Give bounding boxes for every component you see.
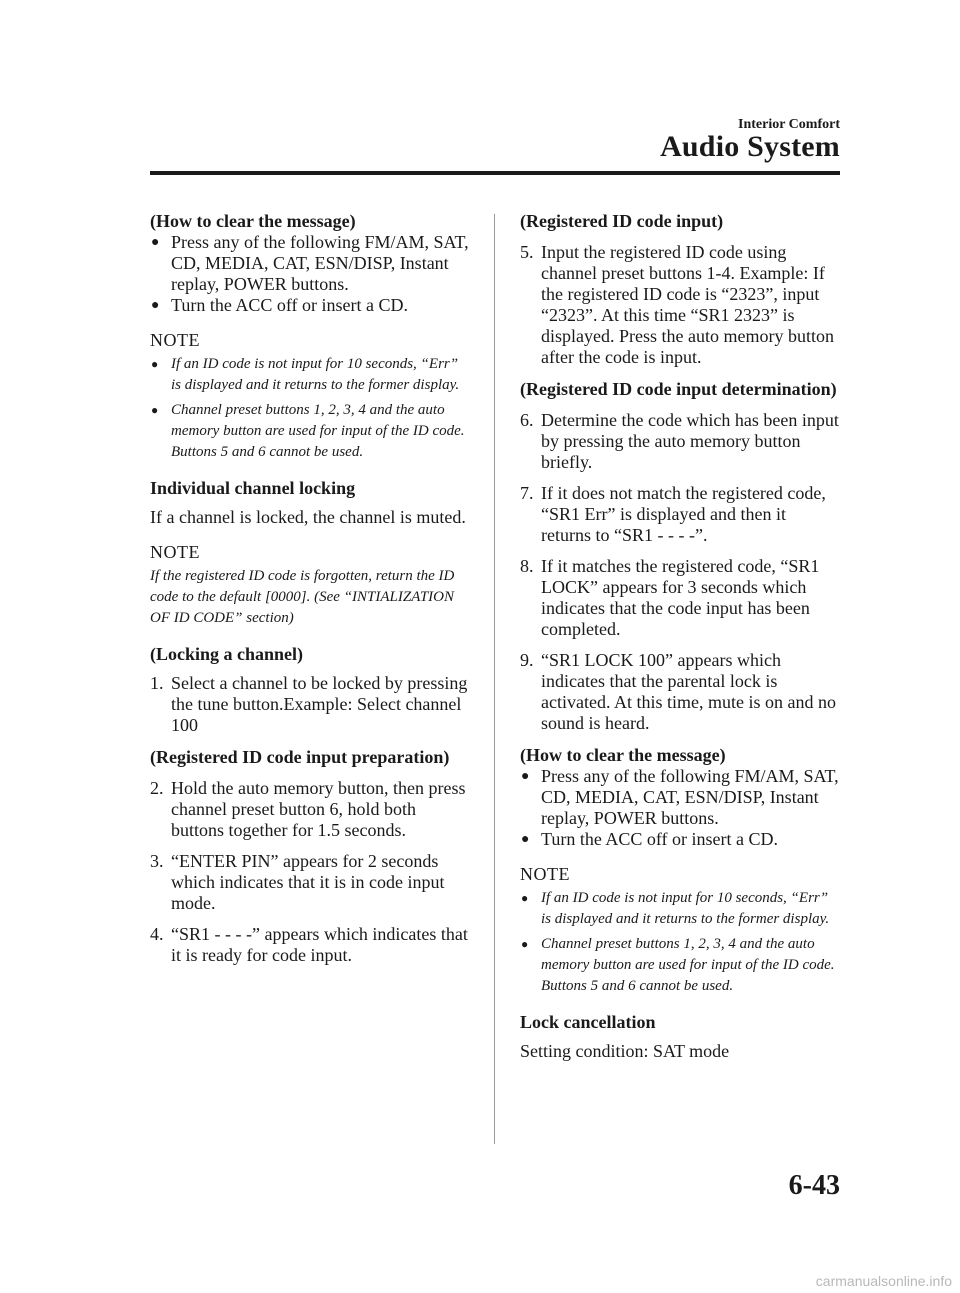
step-number: 2. [150,778,164,798]
section-label: Interior Comfort [738,117,840,132]
step-number: 1. [150,673,164,693]
code-input-heading: (Registered ID code input) [520,211,724,231]
step-text: If it does not match the registered code, “SR1 Err” is displayed and then it returns to “SR1 - - - -”. [541,483,826,545]
note-bullet [150,400,470,463]
clear-message-heading: (How to clear the message) [150,211,356,231]
bullet-text: Turn the ACC off or insert a CD. [171,295,409,315]
left-column [150,210,470,966]
locking-channel-heading: (Locking a channel) [150,644,304,664]
bullet-icon: ● [521,937,529,951]
bullet-icon: ● [521,891,529,905]
note-title: NOTE [150,542,200,562]
watermark: carmanualsonline.info [815,1273,952,1289]
note-title: NOTE [520,864,570,884]
code-determination-heading: (Registered ID code input determination) [520,379,837,399]
bullet-icon: ● [151,298,160,313]
step-text: Select a channel to be locked by pressing the tune button.Example: Select channel 100 [171,673,468,735]
note-bullet-text: If an ID code is not input for 10 seconds, “Err” is displayed and it returns to the former display. [171,356,460,393]
bullet-icon: ● [151,403,159,417]
note-bullet [520,888,840,930]
step-number: 7. [520,483,534,503]
step-item [520,556,840,640]
bullet-icon: ● [521,832,530,847]
clear-message-heading: (How to clear the message) [520,745,726,765]
step-number: 6. [520,410,534,430]
step-number: 8. [520,556,534,576]
note-text: If the registered ID code is forgotten, return the ID code to the default [0000]. (See “INTIALIZATION OF ID CODE” section) [150,568,455,626]
setting-condition: Setting condition: SAT mode [520,1041,730,1061]
note-bullet-text: If an ID code is not input for 10 seconds, “Err” is displayed and it returns to the former display. [541,890,830,927]
step-item [520,650,840,734]
step-item [520,410,840,473]
bullet-icon: ● [151,235,160,250]
step-item [150,673,470,736]
step-item [150,778,470,841]
bullet-text: Press any of the following FM/AM, SAT, CD, MEDIA, CAT, ESN/DISP, Instant replay, POWER buttons. [171,232,469,294]
step-text: If it matches the registered code, “SR1 LOCK” appears for 3 seconds which indicates that the code input has been completed. [541,556,820,639]
bullet-icon: ● [151,357,159,371]
bullet-item [520,829,840,850]
bullet-icon: ● [521,769,530,784]
bullet-item [150,295,470,316]
column-divider [494,214,495,1144]
lock-cancellation-heading: Lock cancellation [520,1012,656,1032]
step-item [520,483,840,546]
note-title: NOTE [150,330,200,350]
input-preparation-heading: (Registered ID code input preparation) [150,747,450,767]
step-text: “ENTER PIN” appears for 2 seconds which indicates that it is in code input mode. [171,851,445,913]
step-text: Hold the auto memory button, then press channel preset button 6, hold both buttons together for 1.5 seconds. [171,778,466,840]
bullet-text: Press any of the following FM/AM, SAT, CD, MEDIA, CAT, ESN/DISP, Instant replay, POWER buttons. [541,766,839,828]
step-item [150,924,470,966]
bullet-item [150,232,470,295]
step-text: Input the registered ID code using channel preset buttons 1-4. Example: If the registered ID code is “2323”, input “2323”. At this time “SR1 2323” is displayed. Press the auto memory button after the code is input. [541,242,834,367]
note-bullet [150,354,470,396]
step-text: “SR1 - - - -” appears which indicates that it is ready for code input. [171,924,468,965]
step-number: 9. [520,650,534,670]
bullet-item [520,766,840,829]
step-text: Determine the code which has been input by pressing the auto memory button briefly. [541,410,839,472]
note-bullet [520,934,840,997]
step-text: “SR1 LOCK 100” appears which indicates that the parental lock is activated. At this time, mute is on and no sound is heard. [541,650,836,733]
step-number: 3. [150,851,164,871]
step-item [150,851,470,914]
step-number: 4. [150,924,164,944]
step-number: 5. [520,242,534,262]
header-rule [150,171,840,175]
step-item [520,242,840,368]
page-title: Audio System [660,130,840,163]
individual-locking-heading: Individual channel locking [150,478,356,498]
bullet-text: Turn the ACC off or insert a CD. [541,829,779,849]
note-bullet-text: Channel preset buttons 1, 2, 3, 4 and the auto memory button are used for input of the ID code. Buttons 5 and 6 cannot be used. [541,936,835,994]
right-column [520,210,840,1062]
note-bullet-text: Channel preset buttons 1, 2, 3, 4 and the auto memory button are used for input of the ID code. Buttons 5 and 6 cannot be used. [171,402,465,460]
page-number: 6-43 [788,1170,840,1201]
locking-description: If a channel is locked, the channel is muted. [150,507,466,527]
